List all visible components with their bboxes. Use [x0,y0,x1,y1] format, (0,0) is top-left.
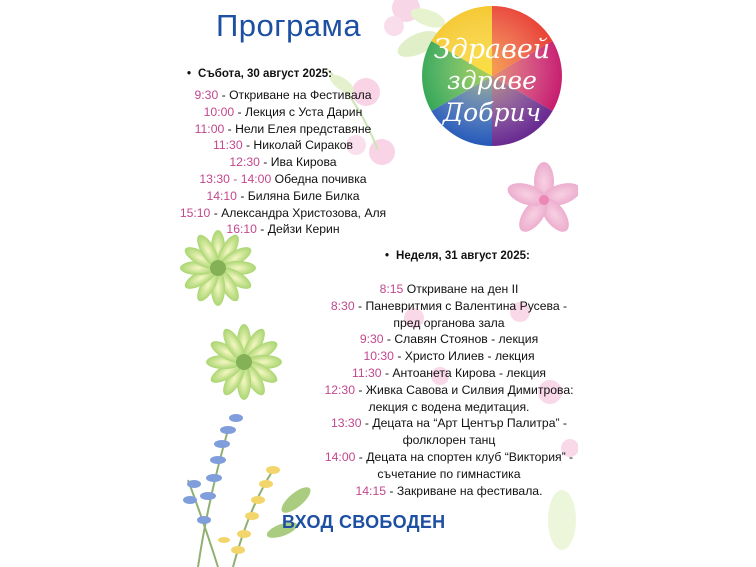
schedule-text: Обедна почивка [271,171,367,186]
schedule-text: - Христо Илиев - лекция [393,349,535,364]
schedule-item [178,87,388,104]
schedule-text: - Паневритмия с Валентина Русева - пред органова зала [354,298,568,330]
festival-logo [422,6,562,146]
saturday-schedule [178,87,388,238]
schedule-item [178,221,388,238]
schedule-text: - Антоанета Кирова - лекция [381,365,547,380]
schedule-text: - Децата на спортен клуб “Виктория” - съчетание по гимнастика [355,449,574,481]
sunday-schedule [318,281,578,499]
schedule-item [178,188,388,205]
schedule-time: 8:15 [379,282,404,296]
schedule-text: - Децата на “Арт Център Палитра” - фолклорен танц [361,416,567,448]
blue-yellow-stems [183,414,314,567]
schedule-time: 13:30 [330,416,362,431]
schedule-time: 14:00 [324,449,356,464]
schedule-time: 14:15 [355,483,386,498]
schedule-time: 16:10 [226,222,257,237]
schedule-item [318,348,578,365]
schedule-item [318,382,578,416]
schedule-text: - Живка Савова и Силвия Димитрова: лекция с водена медитация. [354,382,574,414]
schedule-text: - Александра Христозова, Аля [210,205,387,220]
sunday-header: • Неделя, 31 август 2025: [385,250,530,262]
green-flower-1 [180,230,256,306]
schedule-item [178,171,388,188]
schedule-item [318,483,578,500]
schedule-text: - Лекция с Уста Дарин [234,104,363,119]
schedule-time: 12:30 [229,155,260,170]
schedule-text: - Славян Стоянов - лекция [383,332,539,347]
schedule-time: 11:30 [213,138,243,153]
schedule-time: 11:30 [351,365,382,380]
green-flower-2 [206,324,282,400]
logo-line-2: здраве [447,66,537,95]
schedule-text: - Биляна Биле Билка [236,188,360,203]
free-entry-banner: ВХОД СВОБОДЕН [282,512,446,532]
schedule-item [318,331,578,348]
saturday-header: • Събота, 30 август 2025: [187,68,332,80]
schedule-text: - Николай Сираков [242,138,353,153]
schedule-time: 13:30 - 14:00 [199,171,272,186]
schedule-item [178,121,388,138]
schedule-time: 9:30 [194,88,219,102]
schedule-time: 12:30 [324,382,355,397]
page-title: Програма [216,8,362,43]
schedule-item [318,365,578,382]
schedule-item [178,104,388,121]
schedule-text: - Дейзи Керин [256,222,340,237]
schedule-time: 8:30 [330,298,355,313]
schedule-item [318,281,578,298]
schedule-item [318,415,578,449]
schedule-text: - Ива Кирова [259,155,337,170]
logo-line-1: Здравей [433,34,551,65]
schedule-text: Откриване на ден II [403,282,519,296]
schedule-time: 14:10 [206,188,237,203]
schedule-item [178,154,388,171]
logo-line-3: Добрич [442,98,542,127]
schedule-time: 11:00 [194,121,225,136]
schedule-text: - Откриване на Фестивала [218,88,372,102]
schedule-item [178,137,388,154]
schedule-time: 9:30 [359,332,384,347]
schedule-time: 10:30 [363,349,394,364]
schedule-time: 15:10 [179,205,211,220]
schedule-item [178,205,388,222]
poster-page [178,0,578,567]
schedule-item [318,449,578,483]
schedule-item [318,298,578,332]
pink-flower-right [505,162,578,237]
schedule-text: - Нели Елея представяне [224,121,372,136]
schedule-time: 10:00 [203,104,235,119]
schedule-text: - Закриване на фестивала. [386,483,543,498]
